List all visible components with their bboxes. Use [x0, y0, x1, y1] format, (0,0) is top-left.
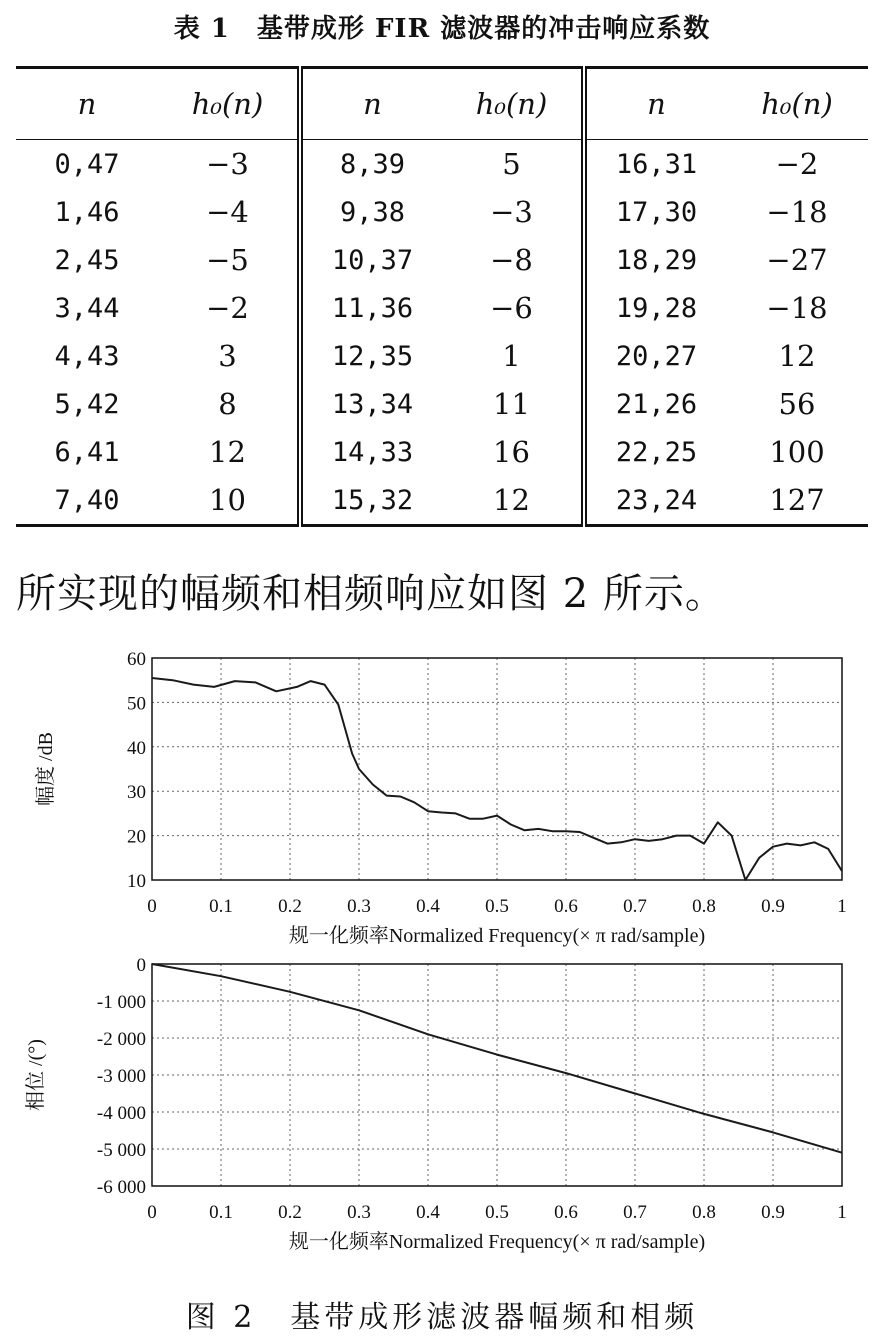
table-cell: 9,38: [339, 196, 406, 228]
table-cell: 3: [158, 332, 300, 380]
table-row: [16, 476, 868, 526]
column-header: h₀(n): [442, 68, 584, 140]
response-charts: [0, 640, 884, 1280]
table-row: [16, 428, 868, 476]
y-tick-label: 30: [127, 782, 146, 804]
x-tick-label: 0.1: [209, 1202, 233, 1223]
table-cell: 16: [442, 428, 584, 476]
table-body: [16, 140, 868, 526]
table-row: [16, 188, 868, 236]
table-cell: 6,41: [54, 436, 120, 468]
x-tick-label: 0.3: [347, 896, 371, 917]
y-tick-label: -3 000: [96, 1066, 146, 1087]
y-tick-label: -2 000: [96, 1029, 146, 1050]
column-header: n: [584, 68, 726, 140]
table-row: [16, 380, 868, 428]
y-tick-label: -6 000: [96, 1177, 146, 1198]
y-tick-label: 10: [127, 871, 146, 892]
x-axis-label: 规一化频率Normalized Frequency(× π rad/sample): [288, 1231, 706, 1253]
figure-caption: 图 2 基带成形滤波器幅频和相频: [185, 1300, 699, 1335]
table-cell: 2,45: [54, 244, 120, 276]
x-tick-label: 0.8: [692, 896, 716, 917]
table-cell: −2: [158, 284, 300, 332]
table-header-row: [16, 68, 868, 140]
x-tick-label: 0.8: [692, 1202, 716, 1223]
table-cell: −5: [158, 236, 300, 284]
table-cell: 10,37: [331, 244, 414, 276]
table-cell: −8: [442, 236, 584, 284]
y-tick-label: -4 000: [96, 1103, 146, 1124]
coefficient-table: [16, 66, 868, 527]
table-row: [16, 236, 868, 284]
y-axis-label: 幅度 /dB: [35, 732, 57, 806]
x-tick-label: 0.5: [485, 1202, 509, 1223]
table-cell: 8: [158, 380, 300, 428]
y-axis-label: 相位 /(°): [25, 1039, 47, 1111]
table-cell: −6: [442, 284, 584, 332]
magnitude-chart: [34, 649, 847, 947]
x-tick-label: 0.4: [416, 1202, 440, 1223]
y-tick-label: 20: [127, 826, 146, 848]
x-tick-label: 0.4: [416, 896, 440, 917]
table-cell: 1: [442, 332, 584, 380]
x-tick-label: 0.3: [347, 1202, 371, 1223]
table-cell: 127: [726, 476, 868, 526]
x-tick-label: 0.9: [761, 896, 785, 917]
table-cell: −18: [766, 195, 828, 229]
column-header: h₀(n): [726, 68, 868, 140]
table-cell: 0,47: [54, 148, 120, 180]
table-cell: 22,25: [615, 436, 698, 468]
table-cell: −3: [158, 140, 300, 189]
table-title: 表 1 基带成形 FIR 滤波器的冲击响应系数: [173, 14, 711, 44]
table-cell: 21,26: [615, 388, 698, 420]
table-row: [16, 284, 868, 332]
table-cell: 8,39: [339, 148, 406, 180]
y-tick-label: -1 000: [96, 992, 146, 1013]
y-tick-label: 0: [136, 955, 146, 976]
table-row: [16, 140, 868, 189]
x-axis-label: 规一化频率Normalized Frequency(× π rad/sample): [288, 925, 706, 947]
table-cell: −4: [158, 188, 300, 236]
y-tick-label: -5 000: [96, 1140, 146, 1161]
table-cell: 12: [442, 476, 584, 526]
table-cell: 56: [778, 387, 816, 421]
table-cell: 12,35: [331, 340, 414, 372]
table-cell: −2: [775, 147, 819, 181]
phase-chart: [24, 955, 847, 1253]
x-tick-label: 0.1: [209, 896, 233, 917]
table-cell: 15,32: [300, 476, 442, 526]
table-cell: 17,30: [615, 196, 698, 228]
table-cell: 16,31: [615, 148, 698, 180]
table-cell: 11,36: [331, 292, 414, 324]
x-tick-label: 0.7: [623, 1202, 647, 1223]
x-tick-label: 0.6: [554, 1202, 578, 1223]
table-cell: 7,40: [16, 476, 158, 526]
table-cell: 18,29: [615, 244, 698, 276]
table-cell: 11: [442, 380, 584, 428]
table-cell: −18: [766, 291, 828, 325]
x-tick-label: 0: [147, 896, 157, 917]
column-header: n: [16, 68, 158, 140]
table-cell: 1,46: [54, 196, 120, 228]
table-cell: 3,44: [54, 292, 120, 324]
x-tick-label: 0.9: [761, 1202, 785, 1223]
table-cell: 19,28: [615, 292, 698, 324]
x-tick-label: 0.6: [554, 896, 578, 917]
table-cell: 5,42: [54, 388, 120, 420]
x-tick-label: 0.2: [278, 896, 302, 917]
body-paragraph: 所实现的幅频和相频响应如图 2 所示。: [16, 571, 726, 617]
table-cell: 4,43: [54, 340, 120, 372]
column-header: n: [300, 68, 442, 140]
x-tick-label: 0.2: [278, 1202, 302, 1223]
x-tick-label: 0.7: [623, 896, 647, 917]
table-cell: 13,34: [331, 388, 414, 420]
table-cell: 12: [158, 428, 300, 476]
table-cell: 14,33: [331, 436, 414, 468]
table-cell: 5: [442, 140, 584, 189]
table-row: [16, 332, 868, 380]
x-tick-label: 0: [147, 1202, 157, 1223]
table-cell: 23,24: [584, 476, 726, 526]
x-tick-label: 1: [837, 1202, 847, 1223]
x-tick-label: 1: [837, 896, 847, 917]
y-tick-label: 60: [127, 649, 146, 670]
y-tick-label: 40: [127, 737, 146, 759]
table-cell: −27: [766, 243, 828, 277]
table-cell: 100: [769, 435, 825, 469]
table-cell: 12: [778, 339, 816, 373]
x-tick-label: 0.5: [485, 896, 509, 917]
y-tick-label: 50: [127, 693, 146, 715]
table-cell: −3: [442, 188, 584, 236]
table-cell: 20,27: [615, 340, 698, 372]
column-header: h₀(n): [158, 68, 300, 140]
table-cell: 10: [158, 476, 300, 526]
